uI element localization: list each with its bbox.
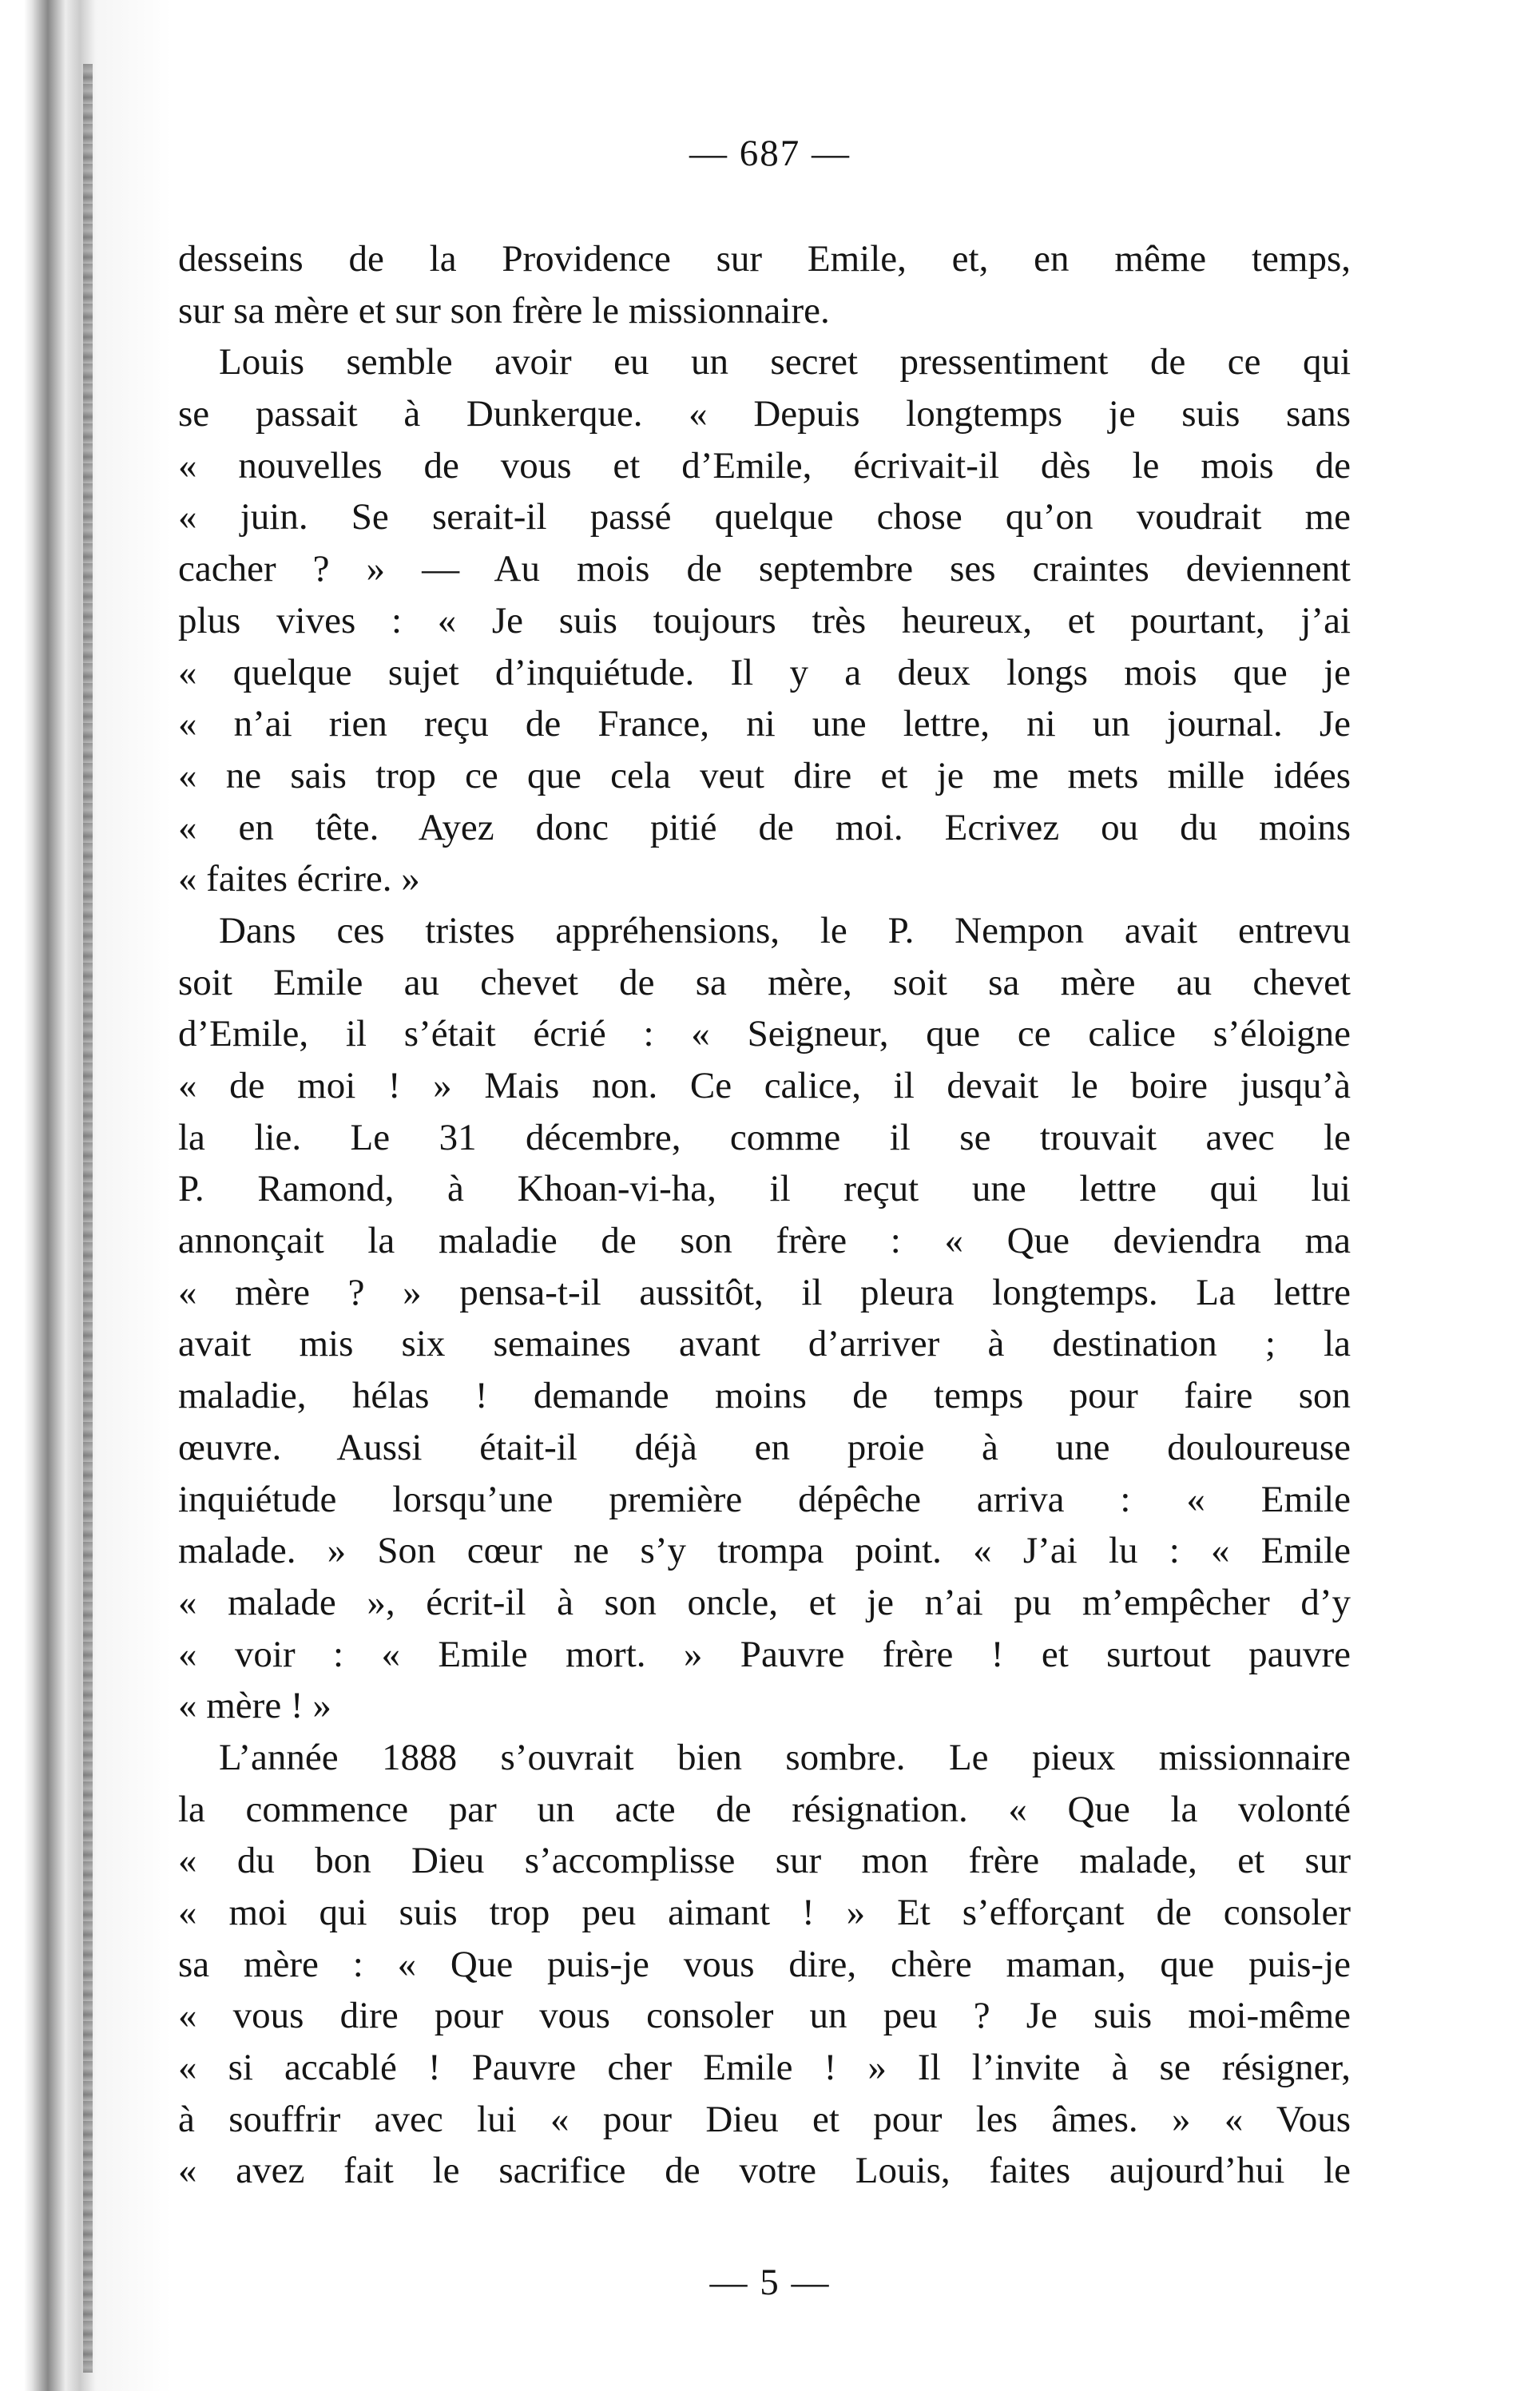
text-line: se passait à Dunkerque. « Depuis longtemps je suis sans	[178, 393, 1351, 435]
page-number-header: — 687 —	[689, 133, 851, 174]
text-line: la commence par un acte de résignation. « Que la volonté	[178, 1788, 1351, 1830]
text-line: sur sa mère et sur son frère le missionnaire.	[178, 289, 830, 332]
text-line: « de moi ! » Mais non. Ce calice, il devait le boire jusqu’à	[178, 1065, 1351, 1106]
text-line: « du bon Dieu s’accomplisse sur mon frère malade, et sur	[178, 1840, 1351, 1882]
text-line: soit Emile au chevet de sa mère, soit sa mère au chevet	[178, 961, 1351, 1003]
page-number-footer: — 5 —	[709, 2262, 831, 2303]
text-line: cacher ? » — Au mois de septembre ses craintes deviennent	[178, 548, 1351, 590]
text-line: « vous dire pour vous consoler un peu ? Je suis moi-même	[178, 1995, 1351, 2037]
text-line: annonçait la maladie de son frère : « Que deviendra ma	[178, 1220, 1351, 1262]
text-line: P. Ramond, à Khoan-vi-ha, il reçut une lettre qui lui	[178, 1168, 1351, 1210]
text-line: Dans ces tristes appréhensions, le P. Nempon avait entrevu	[219, 909, 1351, 951]
text-line: « faites écrire. »	[178, 858, 420, 900]
text-line: œuvre. Aussi était-il déjà en proie à une douloureuse	[178, 1426, 1351, 1468]
text-line: Louis semble avoir eu un secret pressentiment de ce qui	[219, 341, 1351, 383]
text-line: inquiétude lorsqu’une première dépêche arriva : « Emile	[178, 1478, 1351, 1520]
text-line: desseins de la Providence sur Emile, et, en même temps,	[178, 238, 1351, 280]
text-line: à souffrir avec lui « pour Dieu et pour les âmes. » « Vous	[178, 2098, 1351, 2140]
text-line: « nouvelles de vous et d’Emile, écrivait-il dès le mois de	[178, 444, 1351, 487]
text-line: la lie. Le 31 décembre, comme il se trouvait avec le	[178, 1116, 1351, 1158]
body-text	[178, 233, 1351, 2197]
text-line: « quelque sujet d’inquiétude. Il y a deux longs mois que je	[178, 651, 1351, 693]
text-line: « voir : « Emile mort. » Pauvre frère ! et surtout pauvre	[178, 1633, 1351, 1675]
text-line: plus vives : « Je suis toujours très heureux, et pourtant, j’ai	[178, 599, 1351, 641]
binding-edge	[83, 64, 93, 2373]
text-line: « si accablé ! Pauvre cher Emile ! » Il l’invite à se résigner,	[178, 2047, 1351, 2089]
text-line: « ne sais trop ce que cela veut dire et je me mets mille idées	[178, 754, 1351, 796]
text-line: « mère ! »	[178, 1685, 331, 1727]
text-line: sa mère : « Que puis-je vous dire, chère maman, que puis-je	[178, 1943, 1351, 1985]
text-line: « avez fait le sacrifice de votre Louis, faites aujourd’hui le	[178, 2150, 1351, 2192]
text-line: « juin. Se serait-il passé quelque chose qu’on voudrait me	[178, 496, 1351, 538]
text-line: L’année 1888 s’ouvrait bien sombre. Le pieux missionnaire	[219, 1736, 1351, 1778]
text-line: malade. » Son cœur ne s’y trompa point. « J’ai lu : « Emile	[178, 1530, 1351, 1572]
text-line: « moi qui suis trop peu aimant ! » Et s’efforçant de consoler	[178, 1892, 1351, 1933]
text-line: « mère ? » pensa-t-il aussitôt, il pleura longtemps. La lettre	[178, 1271, 1351, 1313]
text-line: d’Emile, il s’était écrié : « Seigneur, que ce calice s’éloigne	[178, 1013, 1351, 1055]
text-line: maladie, hélas ! demande moins de temps pour faire son	[178, 1375, 1351, 1417]
text-line: « en tête. Ayez donc pitié de moi. Ecrivez ou du moins	[178, 806, 1351, 848]
text-line: « malade », écrit-il à son oncle, et je n’ai pu m’empêcher d’y	[178, 1581, 1351, 1623]
text-line: avait mis six semaines avant d’arriver à destination ; la	[178, 1323, 1351, 1365]
text-line: « n’ai rien reçu de France, ni une lettre, ni un journal. Je	[178, 703, 1351, 745]
